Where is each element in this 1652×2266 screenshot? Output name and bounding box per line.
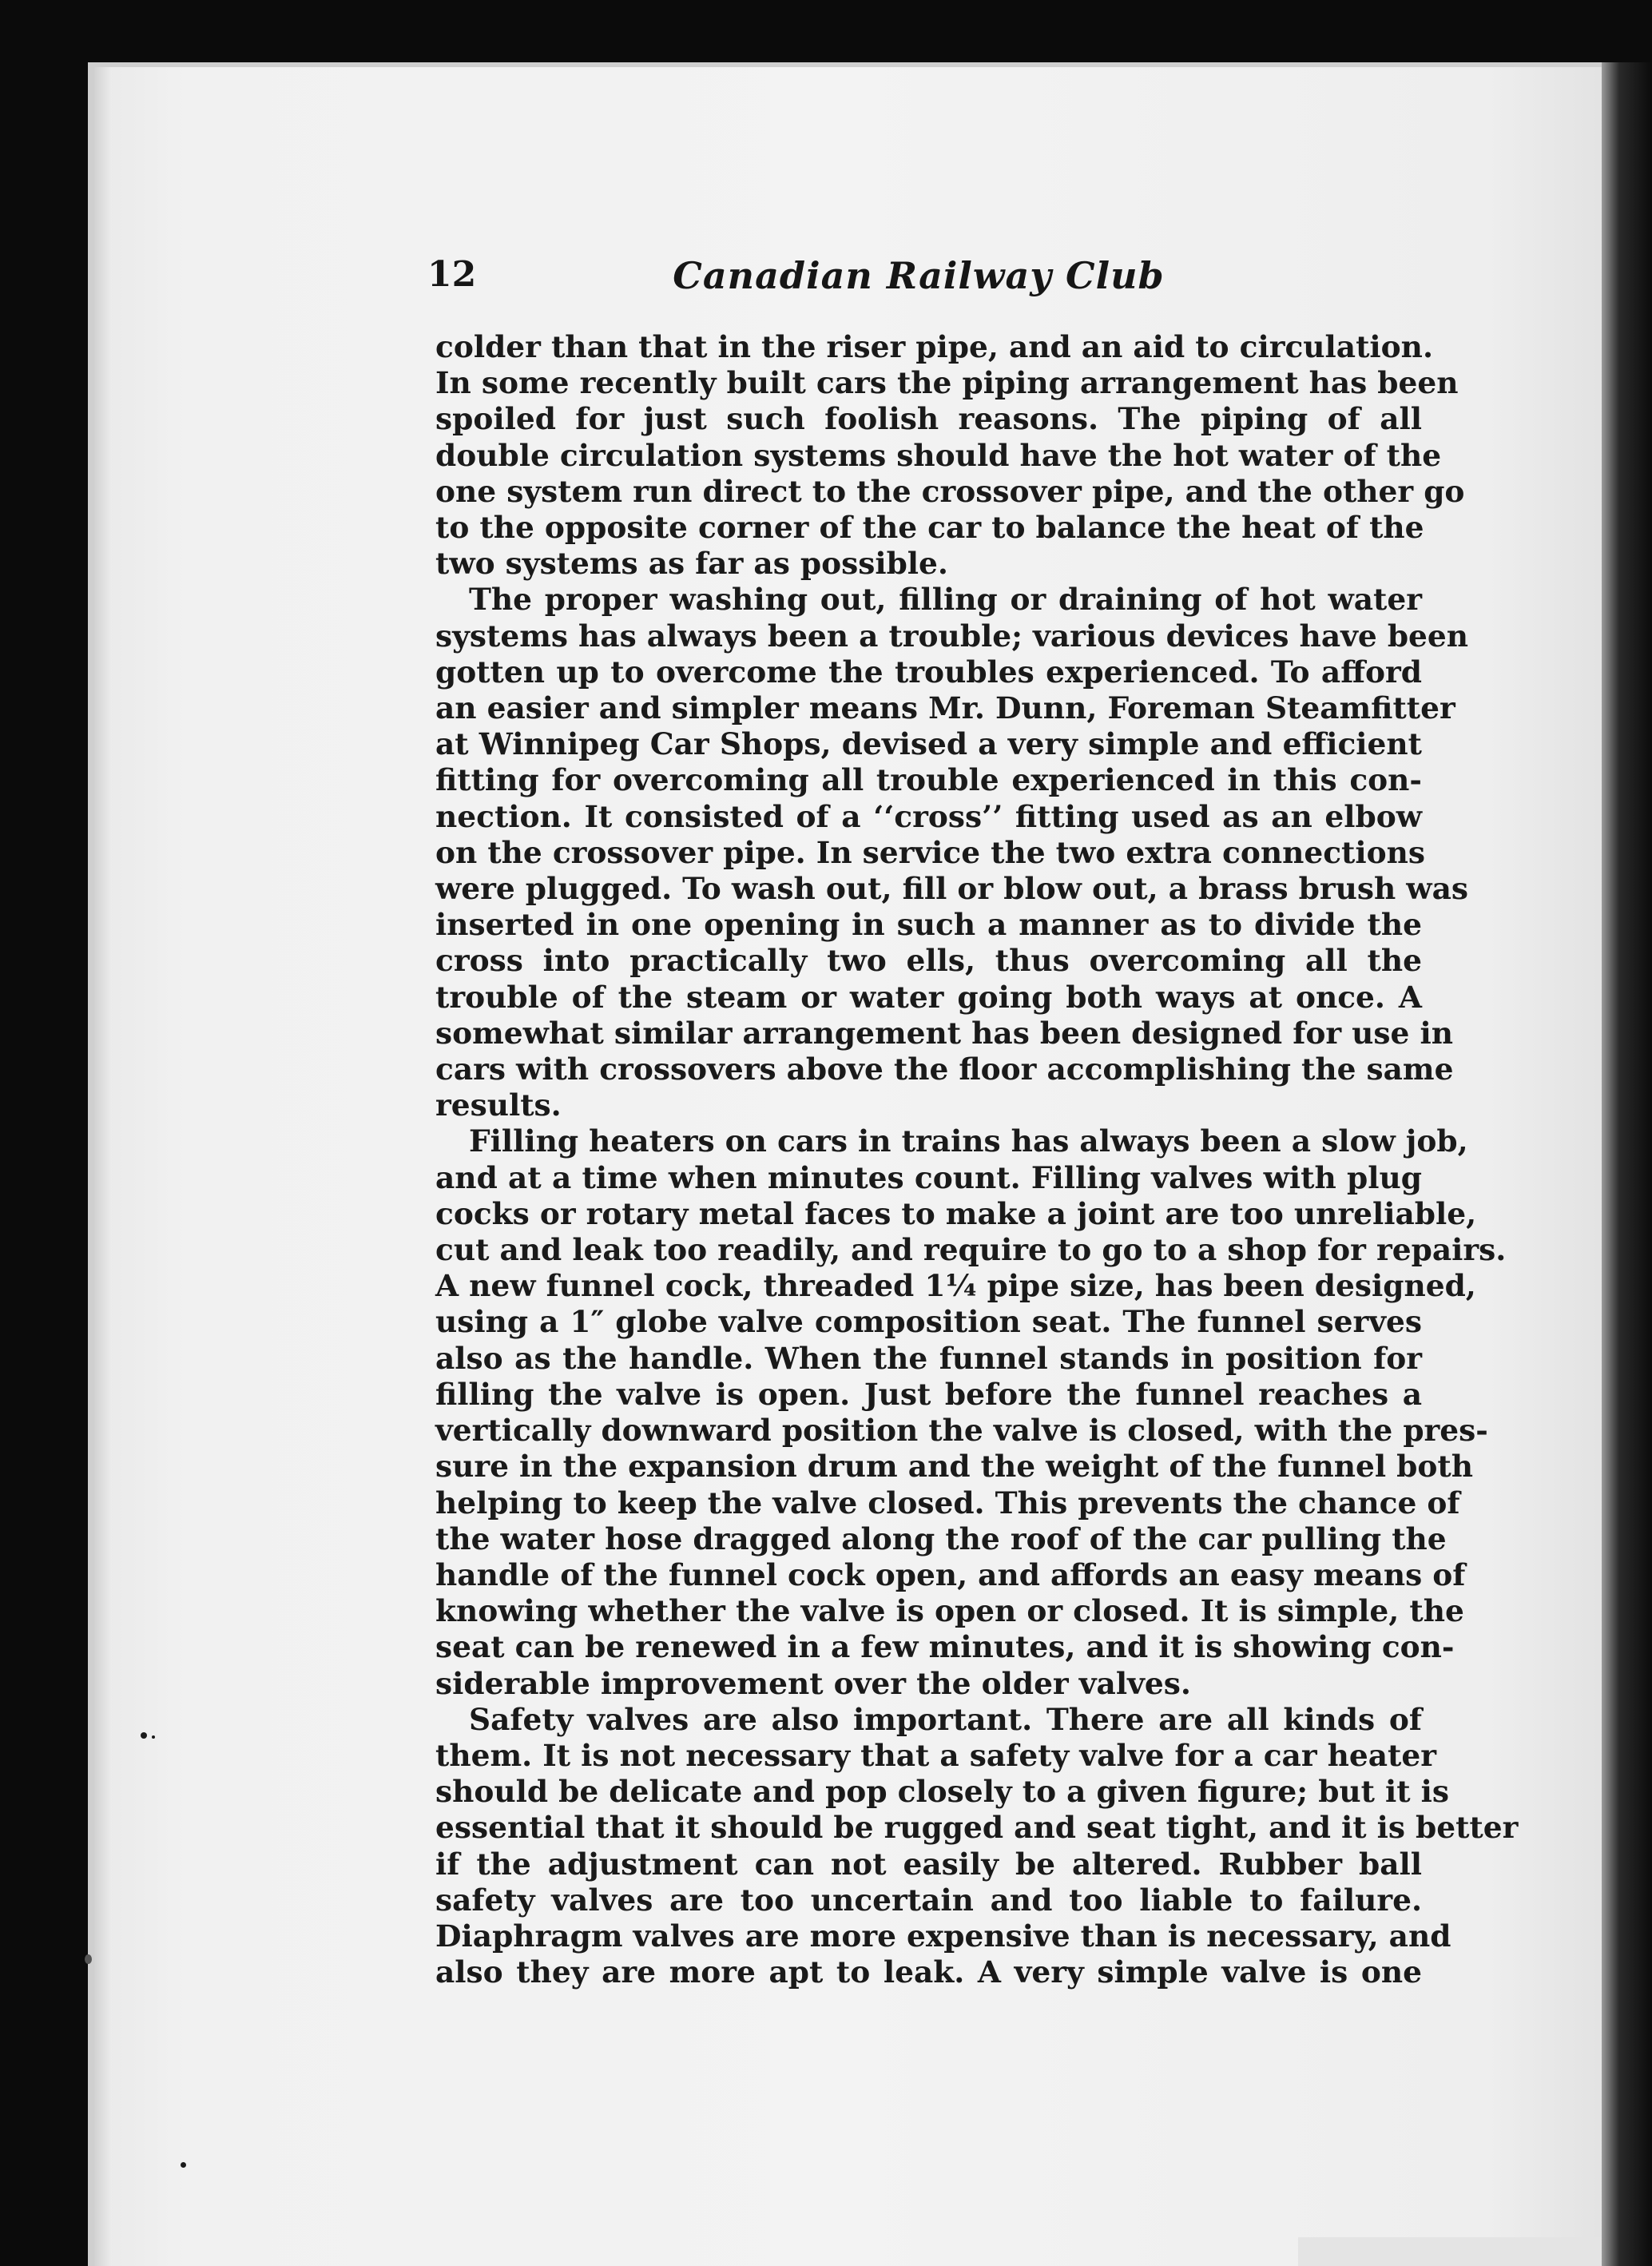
text-line: one system run direct to the crossover pipe, and the other go bbox=[435, 473, 1465, 509]
text-line: vertically downward position the valve is closed, with the pres- bbox=[435, 1413, 1488, 1449]
text-line: colder than that in the riser pipe, and an aid to circulation. bbox=[435, 329, 1433, 364]
text-line: seat can be renewed in a few minutes, and it is showing con- bbox=[435, 1629, 1455, 1665]
text-line: gotten up to overcome the troubles experienced. To afford bbox=[435, 654, 1422, 690]
text-line: inserted in one opening in such a manner as to divide the bbox=[435, 907, 1422, 943]
text-line: cross into practically two ells, thus overcoming all the bbox=[435, 943, 1422, 979]
text-line: somewhat similar arrangement has been designed for use in bbox=[435, 1015, 1453, 1051]
text-line: if the adjustment can not easily be altered. Rubber ball bbox=[435, 1846, 1422, 1882]
text-line: the water hose dragged along the roof of the car pulling the bbox=[435, 1521, 1447, 1556]
text-line: knowing whether the valve is open or closed. It is simple, the bbox=[435, 1593, 1464, 1629]
page-number: 12 bbox=[427, 254, 477, 295]
scan-speck bbox=[152, 1735, 155, 1739]
text-line: systems has always been a trouble; various devices have been bbox=[435, 618, 1469, 654]
text-line: Diaphragm valves are more expensive than is necessary, and bbox=[435, 1918, 1451, 1954]
text-line: The proper washing out, filling or draining of hot water bbox=[469, 582, 1422, 618]
text-line: filling the valve is open. Just before the funnel reaches a bbox=[435, 1376, 1422, 1412]
running-header bbox=[427, 254, 1410, 304]
text-line: In some recently built cars the piping arrangement has been bbox=[435, 365, 1459, 401]
text-line: at Winnipeg Car Shops, devised a very simple and efficient bbox=[435, 726, 1422, 762]
text-line: essential that it should be rugged and seat tight, and it is better bbox=[435, 1810, 1519, 1846]
text-line: were plugged. To wash out, fill or blow out, a brass brush was bbox=[435, 871, 1468, 907]
text-line: spoiled for just such foolish reasons. The piping of all bbox=[435, 401, 1422, 437]
text-line: cut and leak too readily, and require to go to a shop for repairs. bbox=[435, 1232, 1507, 1268]
text-line: to the opposite corner of the car to balance the heat of the bbox=[435, 510, 1424, 546]
text-line: Safety valves are also important. There are all kinds of bbox=[469, 1701, 1422, 1737]
text-line: double circulation systems should have the hot water of the bbox=[435, 437, 1442, 473]
scan-speck bbox=[141, 1732, 147, 1739]
text-line: sure in the expansion drum and the weight of the funnel both bbox=[435, 1449, 1473, 1485]
text-line: results. bbox=[435, 1087, 562, 1123]
text-line: helping to keep the valve closed. This prevents the chance of bbox=[435, 1485, 1460, 1521]
text-line: nection. It consisted of a ‘‘cross’’ fitting used as an elbow bbox=[435, 798, 1422, 834]
text-line: on the crossover pipe. In service the two extra connections bbox=[435, 834, 1426, 870]
text-line: using a 1″ globe valve composition seat. The funnel serves bbox=[435, 1304, 1422, 1340]
text-line: A new funnel cock, threaded 1¼ pipe size, has been designed, bbox=[435, 1268, 1476, 1304]
text-line: Filling heaters on cars in trains has always been a slow job, bbox=[469, 1123, 1468, 1159]
page-corner bbox=[1298, 2237, 1602, 2266]
text-line: an easier and simpler means Mr. Dunn, Foreman Steamfitter bbox=[435, 690, 1455, 726]
scan-speck bbox=[181, 2162, 186, 2168]
running-title: Canadian Railway Club bbox=[673, 254, 1165, 297]
text-line: also as the handle. When the funnel stands in position for bbox=[435, 1340, 1422, 1376]
text-line: safety valves are too uncertain and too liable to failure. bbox=[435, 1882, 1422, 1918]
text-line: and at a time when minutes count. Filling valves with plug bbox=[435, 1159, 1422, 1195]
text-line: cars with crossovers above the floor accomplishing the same bbox=[435, 1052, 1454, 1087]
text-line: handle of the funnel cock open, and affords an easy means of bbox=[435, 1556, 1466, 1592]
text-line: two systems as far as possible. bbox=[435, 546, 948, 582]
text-line: fitting for overcoming all trouble experienced in this con- bbox=[435, 762, 1422, 798]
text-line: cocks or rotary metal faces to make a joint are too unreliable, bbox=[435, 1195, 1477, 1231]
text-line: should be delicate and pop closely to a given figure; but it is bbox=[435, 1774, 1450, 1810]
binding-shadow bbox=[1602, 62, 1652, 2266]
body-text bbox=[435, 329, 1519, 1990]
scan-speck bbox=[85, 1954, 92, 1964]
text-line: them. It is not necessary that a safety valve for a car heater bbox=[435, 1737, 1436, 1773]
text-line: siderable improvement over the older valves. bbox=[435, 1665, 1191, 1701]
page-left-edge bbox=[94, 67, 112, 2266]
text-line: trouble of the steam or water going both ways at once. A bbox=[435, 979, 1422, 1015]
text-line: also they are more apt to leak. A very simple valve is one bbox=[435, 1954, 1422, 1990]
